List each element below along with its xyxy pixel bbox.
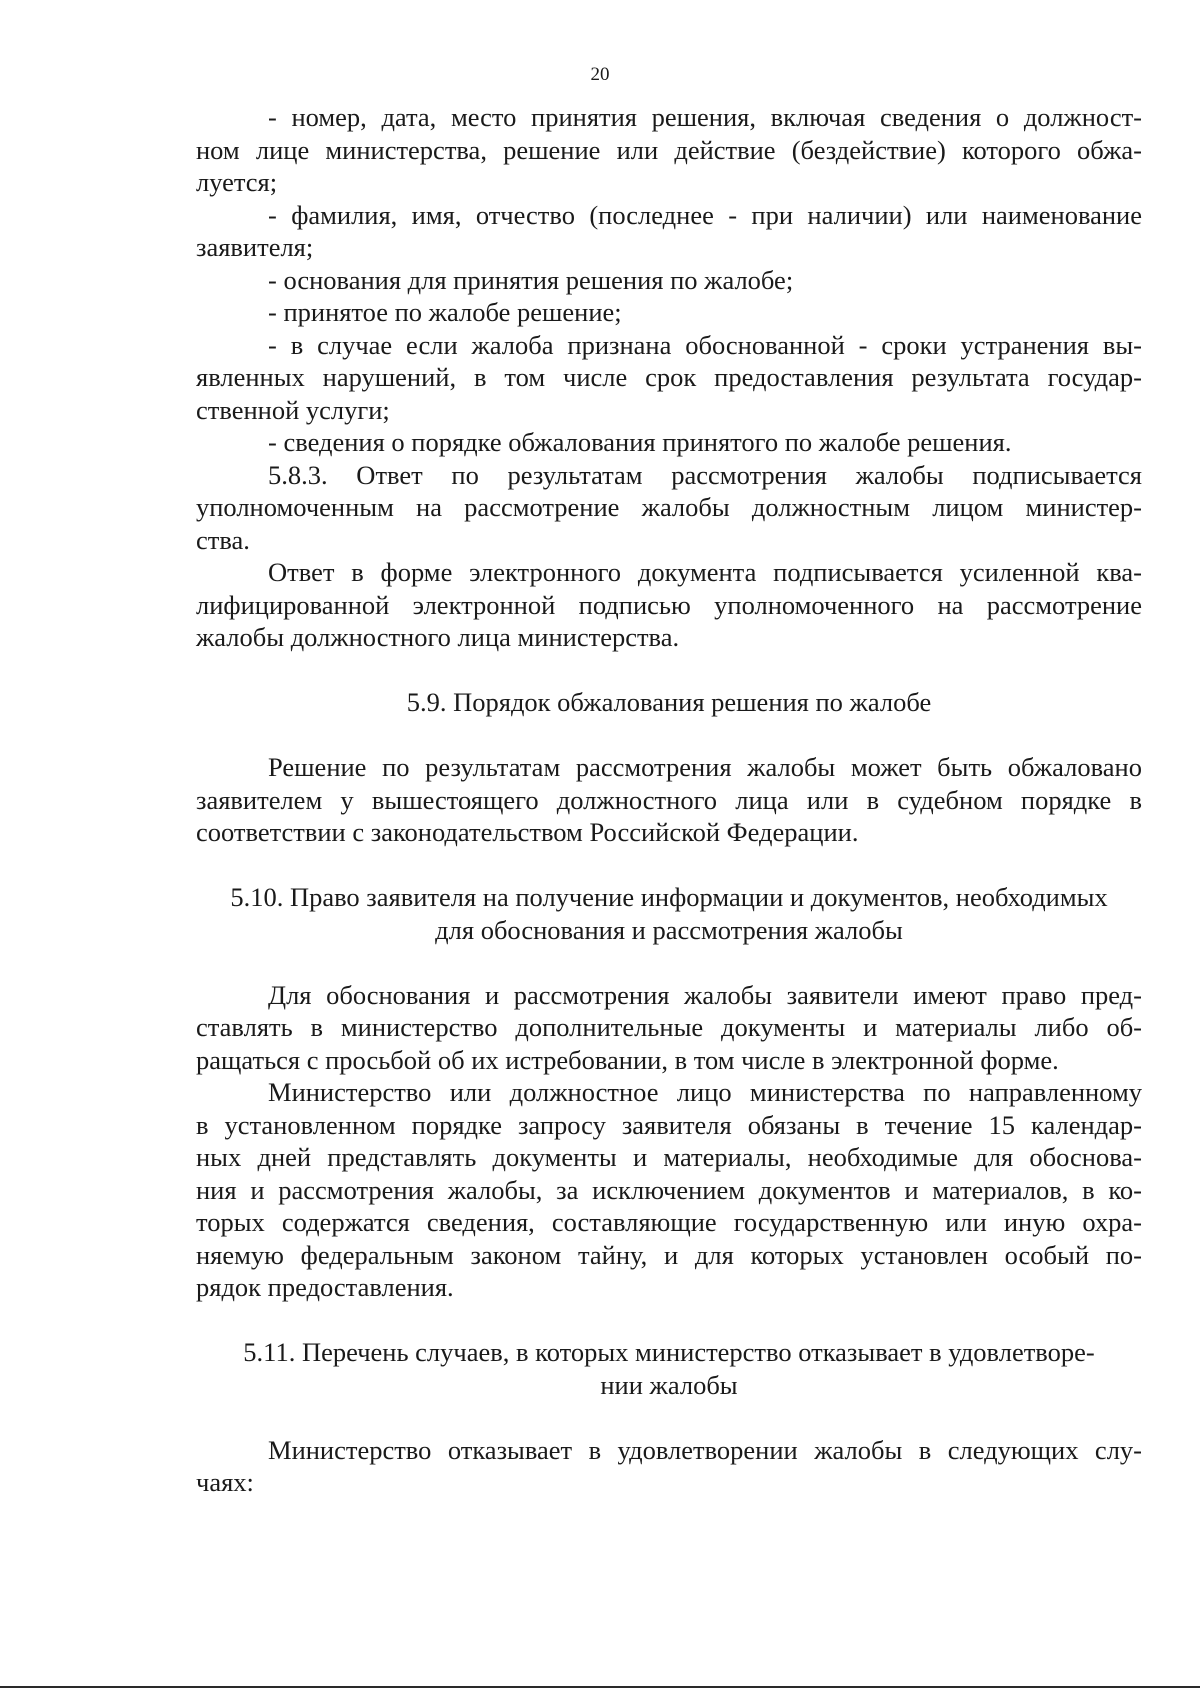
heading-5-9 <box>196 686 1142 719</box>
text-line: - номер, дата, место принятия решения, включая сведения о должност- <box>268 102 1142 132</box>
text-line: ственной услуги; <box>196 394 390 425</box>
text-line: ния и рассмотрения жалобы, за исключением документов и материалов, в ко- <box>196 1174 1142 1205</box>
text-line: лифицированной электронной подписью уполномоченного на рассмотрение <box>196 589 1142 620</box>
spacer <box>196 719 1142 752</box>
text-line: соответствии с законодательством Российской Федерации. <box>196 817 859 847</box>
spacer <box>196 946 1142 979</box>
text-line: явленных нарушений, в том числе срок предоставления результата государ- <box>196 362 1142 392</box>
text-line: жалобы должностного лица министерства. <box>196 622 680 652</box>
paragraph-5-10-obligation <box>196 1076 1142 1304</box>
scan-bottom-edge-line <box>0 1686 1200 1688</box>
paragraph-violation-terms <box>196 329 1142 427</box>
spacer <box>196 1401 1142 1434</box>
heading-5-10 <box>196 881 1142 946</box>
section-heading: 5.10. Право заявителя на получение информации и документов, необходимых <box>230 882 1108 912</box>
text-line: - фамилия, имя, отчество (последнее - при наличии) или наименование <box>268 199 1142 230</box>
text-line: луется; <box>196 167 278 197</box>
text-line: - принятое по жалобе решение; <box>268 297 622 327</box>
spacer <box>196 849 1142 882</box>
text-line: Министерство или должностное лицо министерства по направленному <box>268 1077 1142 1107</box>
text-line: ства. <box>196 524 250 555</box>
section-heading: нии жалобы <box>600 1369 738 1400</box>
paragraph-5-8-3 <box>196 459 1142 557</box>
page-number: 20 <box>590 64 610 85</box>
paragraph-5-11-body <box>196 1434 1142 1499</box>
paragraph-decision-taken <box>196 296 1142 329</box>
text-line: рядок предоставления. <box>196 1272 454 1302</box>
text-line: няемую федеральным законом тайну, и для которых установлен особый по- <box>196 1239 1142 1270</box>
paragraph-5-9-body <box>196 751 1142 849</box>
text-line: уполномоченным на рассмотрение жалобы должностным лицом министер- <box>196 492 1142 522</box>
text-line: торых содержатся сведения, составляющие государственную или иную охра- <box>196 1207 1142 1237</box>
paragraph-applicant-name <box>196 199 1142 264</box>
text-line: заявителем у вышестоящего должностного лица или в судебном порядке в <box>196 784 1142 815</box>
text-line: ращаться с просьбой об их истребовании, в том числе в электронной форме. <box>196 1044 1059 1075</box>
heading-5-11 <box>196 1336 1142 1401</box>
text-line: заявителя; <box>196 232 314 262</box>
text-line: чаях: <box>196 1467 254 1497</box>
text-line: - основания для принятия решения по жалобе; <box>268 264 794 295</box>
paragraph-electronic-answer <box>196 556 1142 654</box>
text-line: Для обоснования и рассмотрения жалобы заявители имеют право пред- <box>268 979 1142 1010</box>
document-body <box>196 101 1142 1499</box>
paragraph-appeal-procedure <box>196 426 1142 459</box>
text-line: ставлять в министерство дополнительные документы и материалы либо об- <box>196 1012 1142 1042</box>
text-line: Ответ в форме электронного документа подписывается усиленной ква- <box>268 557 1142 587</box>
section-heading: 5.11. Перечень случаев, в которых министерство отказывает в удовлетворе- <box>243 1337 1095 1367</box>
paragraph-decision-grounds <box>196 264 1142 297</box>
section-heading: 5.9. Порядок обжалования решения по жалобе <box>406 687 932 717</box>
text-line: - сведения о порядке обжалования принятого по жалобе решения. <box>268 427 1012 457</box>
spacer <box>196 1304 1142 1337</box>
paragraph-decision-requisites <box>196 101 1142 199</box>
text-line: в установленном порядке запросу заявителя обязаны в течение 15 календар- <box>196 1109 1142 1140</box>
text-line: 5.8.3. Ответ по результатам рассмотрения жалобы подписывается <box>268 459 1142 490</box>
text-line: ном лице министерства, решение или действие (бездействие) которого обжа- <box>196 134 1142 165</box>
text-line: ных дней представлять документы и материалы, необходимые для обоснова- <box>196 1142 1142 1172</box>
text-line: - в случае если жалоба признана обоснованной - сроки устранения вы- <box>268 329 1142 360</box>
paragraph-5-10-right <box>196 979 1142 1077</box>
spacer <box>196 654 1142 687</box>
text-line: Решение по результатам рассмотрения жалобы может быть обжаловано <box>268 752 1142 782</box>
text-line: Министерство отказывает в удовлетворении жалобы в следующих слу- <box>268 1434 1142 1465</box>
section-heading: для обоснования и рассмотрения жалобы <box>435 914 903 945</box>
